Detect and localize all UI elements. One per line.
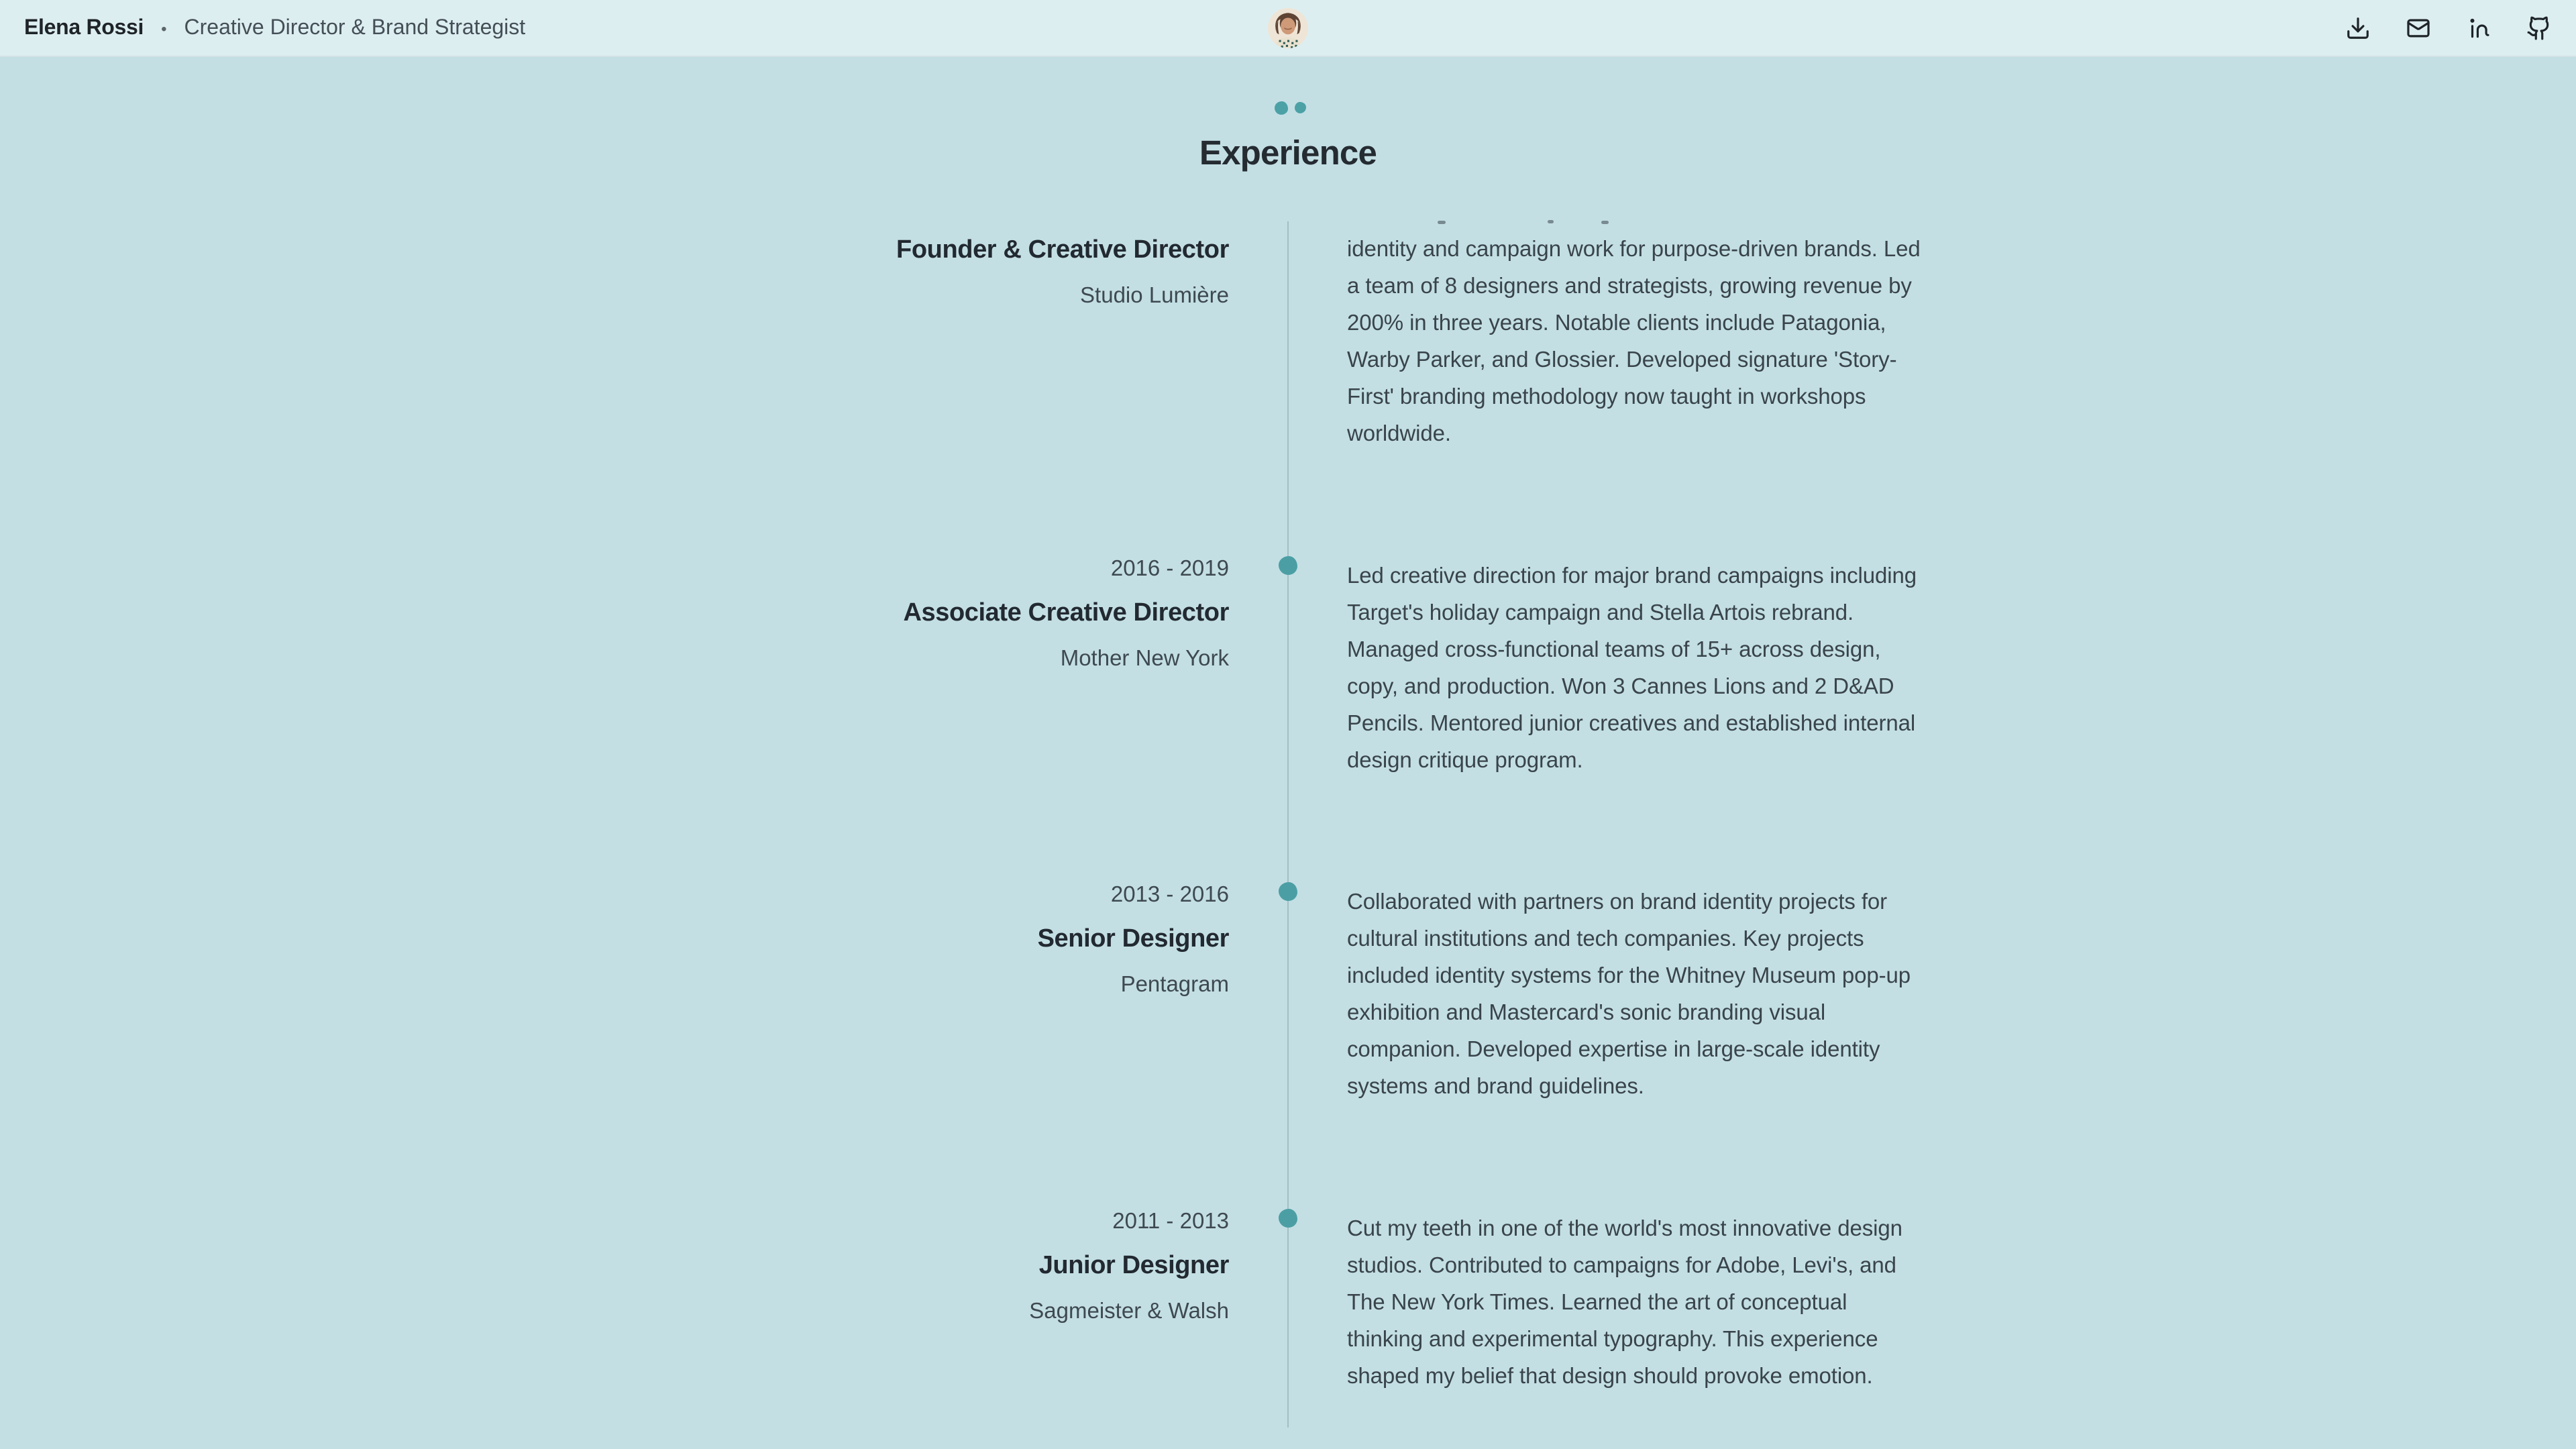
entry-company: Mother New York — [1060, 645, 1229, 670]
header-identity — [24, 13, 525, 43]
entry-company: Studio Lumière — [1080, 282, 1229, 307]
github-icon — [2526, 15, 2552, 41]
entry-description: Collaborated with partners on brand identity projects for cultural institutions and tech companies. Key projects included identity systems for the Whitney Museum pop-up exhibition and Mastercard's sonic branding visual companion. Developed expertise in large-scale identity systems and brand guidelines. — [1347, 889, 1911, 1098]
download-button[interactable] — [2345, 15, 2371, 41]
entry-meta — [625, 879, 1229, 999]
timeline-line — [1287, 221, 1289, 1428]
github-button[interactable] — [2526, 15, 2552, 41]
entry-title: Associate Creative Director — [903, 598, 1229, 627]
avatar-image — [1268, 8, 1308, 48]
entry-title: Founder & Creative Director — [896, 235, 1229, 264]
entry-company: Pentagram — [1120, 971, 1229, 996]
page-title: Experience — [1199, 133, 1377, 172]
entry-date: 2011 - 2013 — [1112, 1208, 1229, 1233]
entry-meta — [625, 1206, 1229, 1326]
user-name: Elena Rossi — [24, 14, 144, 39]
mail-icon — [2406, 15, 2431, 41]
header-actions — [2345, 15, 2552, 41]
separator-dot: • — [161, 19, 167, 38]
mail-button[interactable] — [2406, 15, 2431, 41]
entry-description: Cut my teeth in one of the world's most innovative design studios. Contributed to campaigns for Adobe, Levi's, and The New York Times. Learned the art of conceptual thinking and experimental typography. This experience shaped my belief that design should provoke emotion. — [1347, 1216, 1902, 1388]
entry-date: 2016 - 2019 — [1110, 555, 1229, 580]
entry-description: identity and campaign work for purpose-driven brands. Led a team of 8 designers and strategists, growing revenue by 200% in three years. Notable clients include Patagonia, Warby Parker, and Glossier. Developed signature 'Story-First' branding methodology now taught in workshops worldwide. — [1347, 236, 1921, 445]
top-bar — [0, 0, 2576, 57]
user-role-subtitle: Creative Director & Brand Strategist — [184, 14, 526, 39]
faded-text-remnant — [1438, 221, 1446, 224]
linkedin-button[interactable] — [2466, 15, 2491, 41]
entry-meta — [625, 233, 1229, 310]
entry-title: Junior Designer — [1038, 1251, 1229, 1279]
download-icon — [2345, 15, 2371, 41]
entry-title: Senior Designer — [1037, 924, 1229, 953]
decorative-dot — [1275, 101, 1288, 115]
decorative-dot — [1295, 102, 1306, 113]
entry-meta — [625, 553, 1229, 673]
faded-text-remnant — [1548, 220, 1554, 223]
timeline-dot — [1279, 556, 1297, 575]
linkedin-icon — [2466, 15, 2491, 41]
avatar[interactable] — [1268, 8, 1308, 48]
timeline-dot — [1279, 882, 1297, 901]
entry-company: Sagmeister & Walsh — [1029, 1298, 1229, 1323]
entry-date: 2013 - 2016 — [1110, 881, 1229, 906]
faded-text-remnant — [1601, 221, 1609, 224]
entry-description: Led creative direction for major brand campaigns including Target's holiday campaign and Stella Artois rebrand. Managed cross-functional teams of 15+ across design, copy, and production. Won 3 Cannes Lions and 2 D&AD Pencils. Mentored junior creatives and established internal design critique program. — [1347, 563, 1917, 772]
timeline-dot — [1279, 1209, 1297, 1228]
